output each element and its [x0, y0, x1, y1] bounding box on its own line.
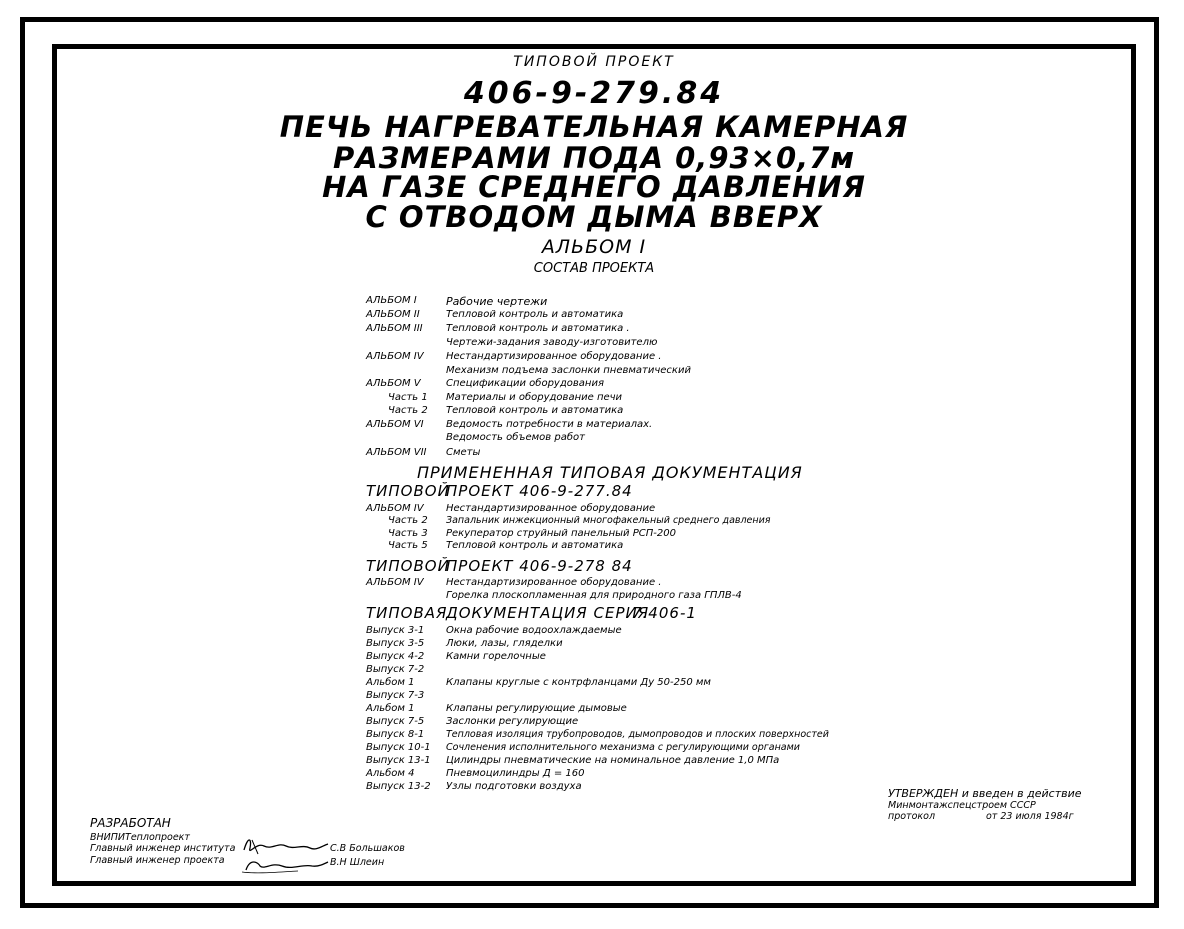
title-line-1: ПЕЧЬ НАГРЕВАТЕЛЬНАЯ КАМЕРНАЯ — [279, 110, 909, 144]
title-line-2: РАЗМЕРАМИ ПОДА 0,93×0,7м — [332, 141, 856, 175]
list-item-label: Выпуск 13-2 — [366, 781, 431, 792]
list-item-text: Заслонки регулирующие — [446, 716, 579, 727]
title-line-3: НА ГАЗЕ СРЕДНЕГО ДАВЛЕНИЯ — [322, 170, 866, 204]
list-item-text: Нестандартизированное оборудование . — [446, 577, 662, 588]
series-right: ДОКУМЕНТАЦИЯ СЕРИЯ — [446, 604, 650, 622]
list-item-text: Нестандартизированное оборудование . — [446, 351, 662, 362]
list-item-text: Тепловой контроль и автоматика — [446, 405, 624, 416]
list-item-text: Запальник инжекционный многофакельный среднего давления — [446, 515, 771, 526]
list-item-label: Выпуск 8-1 — [366, 729, 425, 740]
list-item-text: Рабочие чертежи — [446, 295, 548, 308]
list-item-label: АЛЬБОМ VI — [366, 419, 424, 430]
list-item-label: АЛЬБОМ IV — [366, 351, 424, 362]
list-item-label: АЛЬБОМ IV — [366, 503, 424, 514]
list-item-text: Сочленения исполнительного механизма с регулирующими органами — [446, 742, 800, 753]
list-item-label: Выпуск 7-5 — [366, 716, 425, 727]
list-item-text: Ведомость потребности в материалах. — [446, 419, 653, 430]
list-item-text: Механизм подъема заслонки пневматический — [446, 365, 691, 376]
list-item-label: АЛЬБОМ III — [366, 323, 423, 334]
list-item-label: АЛЬБОМ IV — [366, 577, 424, 588]
list-item-label: Часть 3 — [388, 528, 428, 539]
approval-line-3-right: от 23 июля 1984г — [986, 811, 1074, 822]
list-item-text: Окна рабочие водоохлаждаемые — [446, 625, 622, 636]
project-number: 406-9-279.84 — [463, 76, 725, 111]
list-item-text: Клапаны круглые с контрфланцами Ду 50-250 мм — [446, 677, 711, 688]
list-item-text: Ведомость объемов работ — [446, 432, 585, 443]
developer-title: РАЗРАБОТАН — [90, 816, 171, 830]
series-number: 7.406-1 — [632, 604, 697, 622]
list-item-text: Рекуператор струйный панельный РСП-200 — [446, 528, 676, 539]
list-item-text: Тепловой контроль и автоматика — [446, 540, 624, 551]
list-item-text: Тепловой контроль и автоматика . — [446, 323, 630, 334]
developer-org: ВНИПИТеплопроект — [90, 832, 190, 843]
list-item-text: Чертежи-задания заводу-изготовителю — [446, 337, 658, 348]
list-item-label: АЛЬБОМ II — [366, 309, 420, 320]
signature-image — [238, 828, 330, 876]
album-label: АЛЬБОМ I — [541, 236, 647, 258]
list-item-label: Выпуск 4-2 — [366, 651, 425, 662]
title-line-4: С ОТВОДОМ ДЫМА ВВЕРХ — [365, 200, 823, 234]
list-item-text: Цилиндры пневматические на номинальное давление 1,0 МПа — [446, 755, 780, 766]
project2-right: ПРОЕКТ 406-9-278 84 — [446, 557, 633, 575]
list-item-label: АЛЬБОМ I — [366, 295, 417, 306]
list-item-text: Нестандартизированное оборудование — [446, 503, 656, 514]
developer-role-1: Главный инженер института — [90, 843, 236, 854]
list-item-label: Часть 1 — [388, 392, 428, 403]
developer-role-2: Главный инженер проекта — [90, 855, 225, 866]
project1-right: ПРОЕКТ 406-9-277.84 — [446, 482, 633, 500]
approval-line-2: Минмонтажспецстроем СССР — [888, 800, 1036, 811]
list-item-text: Пневмоцилиндры Д = 160 — [446, 768, 585, 779]
list-item-label: Альбом 1 — [366, 703, 415, 714]
list-item-text: Материалы и оборудование печи — [446, 392, 623, 403]
list-item-label: АЛЬБОМ V — [366, 378, 421, 389]
list-item-label: Выпуск 7-2 — [366, 664, 425, 675]
series-left: ТИПОВАЯ — [366, 604, 448, 622]
list-item-text: Люки, лазы, гляделки — [446, 638, 563, 649]
list-item-text: Камни горелочные — [446, 651, 546, 662]
list-item-label: АЛЬБОМ VII — [366, 447, 427, 458]
list-item-text: Тепловой контроль и автоматика — [446, 309, 624, 320]
applied-docs-title: ПРИМЕНЕННАЯ ТИПОВАЯ ДОКУМЕНТАЦИЯ — [417, 463, 803, 482]
approval-line-1: УТВЕРЖДЕН и введен в действие — [888, 787, 1082, 800]
list-item-label: Выпуск 13-1 — [366, 755, 431, 766]
composition-title: СОСТАВ ПРОЕКТА — [533, 261, 655, 276]
developer-name-1: С.В Большаков — [330, 843, 405, 854]
list-item-label: Часть 2 — [388, 515, 428, 526]
list-item-text: Клапаны регулирующие дымовые — [446, 703, 627, 714]
list-item-label: Выпуск 3-5 — [366, 638, 425, 649]
project-type: ТИПОВОЙ ПРОЕКТ — [513, 54, 675, 70]
list-item-label: Часть 5 — [388, 540, 428, 551]
developer-name-2: В.Н Шлеин — [330, 857, 385, 868]
list-item-label: Выпуск 7-3 — [366, 690, 425, 701]
list-item-text: Сметы — [446, 447, 481, 458]
list-item-label: Альбом 1 — [366, 677, 415, 688]
list-item-text: Тепловая изоляция трубопроводов, дымопроводов и плоских поверхностей — [446, 729, 829, 740]
approval-line-3-left: протокол — [888, 811, 936, 822]
list-item-label: Выпуск 10-1 — [366, 742, 431, 753]
list-item-text: Спецификации оборудования — [446, 378, 604, 389]
project2-left: ТИПОВОЙ — [366, 557, 450, 575]
list-item-label: Часть 2 — [388, 405, 428, 416]
list-item-label: Альбом 4 — [366, 768, 415, 779]
list-item-label: Выпуск 3-1 — [366, 625, 425, 636]
list-item-text: Узлы подготовки воздуха — [446, 781, 582, 792]
project1-left: ТИПОВОЙ — [366, 482, 450, 500]
list-item-text: Горелка плоскопламенная для природного газа ГПЛВ-4 — [446, 590, 742, 601]
